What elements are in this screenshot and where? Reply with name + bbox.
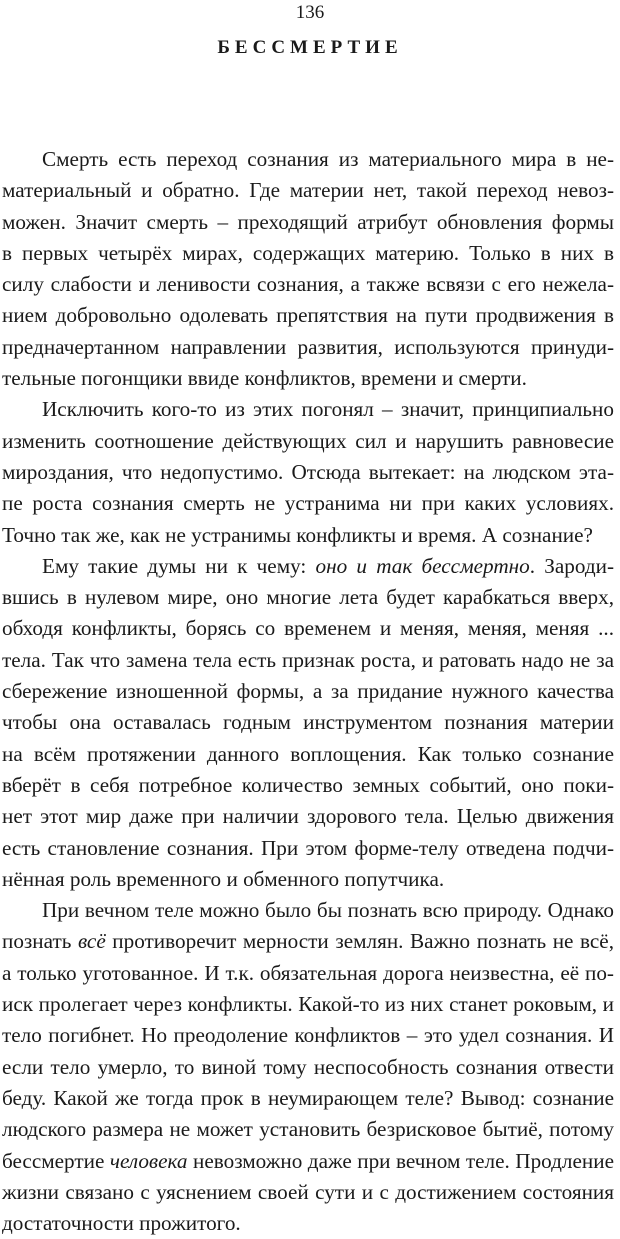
text-line: силу слабости и ленивости сознания, а также всвязи с его нежела- (2, 272, 614, 297)
text-line: Исключить кого-то из этих погонял – значит, принципиально (42, 397, 614, 422)
text-line: тельные погонщики ввиде конфликтов, времени и смерти. (2, 366, 527, 391)
italic-text: оно и так бессмертно (315, 553, 530, 578)
text-run: познать (2, 929, 78, 954)
text-line: в первых четырёх мирах, содержащих материю. Только в них в (2, 240, 614, 265)
text-line: вберёт в себя потребное количество земных событий, оно поки- (2, 772, 614, 797)
paragraph-3 (2, 551, 614, 895)
text-line: мироздания, что недопустимо. Отсюда вытекает: на людском эта- (2, 459, 614, 484)
text-line: пе роста сознания смерть не устранима ни при каких условиях. (2, 491, 614, 516)
text-line: При вечном теле можно было бы познать всю природу. Однако (42, 898, 614, 923)
text-line: Смерть есть переход сознания из материального мира в не- (42, 147, 614, 171)
text-line: иск пролегает через конфликты. Какой-то из них станет роковым, и (2, 992, 614, 1017)
text-run: . Зароди- (529, 553, 615, 578)
text-line (2, 551, 614, 582)
text-line: людского размера не может установить безрисковое бытиё, потому (2, 1117, 614, 1142)
text-line (2, 926, 614, 957)
text-line: обходя конфликты, борясь со временем и меняя, меняя, меняя ... (2, 616, 614, 641)
text-line: нием добровольно одолевать препятствия на пути продвижения в (2, 303, 614, 328)
text-line: жизни связано с уяснением своей сути и с достижением состояния (2, 1179, 614, 1204)
text-line: чтобы она оставалась годным инструментом познания материи (2, 710, 614, 735)
text-line: Точно так же, как не устранимы конфликты и время. А сознание? (2, 522, 593, 547)
text-line: сбережение изношенной формы, а за придание нужного качества (2, 679, 614, 704)
text-line: если тело умерло, то виной тому неспособность сознания отвести (2, 1054, 614, 1079)
text-line: нет этот мир даже при наличии здорового тела. Целью движения (2, 804, 614, 829)
chapter-title: БЕССМЕРТИЕ (217, 37, 403, 58)
italic-text: человека (109, 1148, 188, 1173)
text-line: есть становление сознания. При этом форме-телу отведена подчи- (2, 835, 614, 860)
text-line: беду. Какой же тогда прок в неумирающем теле? Вывод: сознание (2, 1085, 614, 1110)
text-line: изменить соотношение действующих сил и нарушить равновесие (2, 428, 614, 453)
text-line: достаточности прожитого. (2, 1211, 241, 1236)
text-line: тело погибнет. Но преодоление конфликтов – это удел сознания. И (2, 1023, 614, 1048)
paragraph-2 (2, 394, 614, 550)
text-run: бессмертие (2, 1148, 110, 1173)
text-line: можен. Значит смерть – преходящий атрибут обновления формы (2, 209, 614, 234)
text-line: предначертанном направлении развития, используются принуди- (2, 334, 614, 359)
text-line: нённая роль временного и обменного попутчика. (2, 866, 445, 891)
text-line (2, 1146, 614, 1177)
text-run: противоречит мерности землян. Важно познать не всё, (105, 929, 615, 954)
text-line: а только уготованное. И т.к. обязательная дорога неизвестна, её по- (2, 960, 614, 985)
italic-text: всё (78, 929, 106, 954)
text-run: невозможно даже при вечном теле. Продление (187, 1148, 614, 1173)
paragraph-1 (2, 144, 614, 394)
body-text (2, 144, 614, 1239)
text-line: на всём протяжении данного воплощения. Как только сознание (2, 741, 614, 766)
text-line: вшись в нулевом мире, оно многие лета будет карабкаться вверх, (2, 585, 614, 610)
text-run: Ему такие думы ни к чему: (42, 553, 316, 578)
page-number: 136 (295, 2, 325, 23)
text-line: материальный и обратно. Где материи нет, такой переход невоз- (2, 178, 614, 203)
text-line: тела. Так что замена тела есть признак роста, и ратовать надо не за (2, 647, 614, 672)
paragraph-4 (2, 895, 614, 1239)
